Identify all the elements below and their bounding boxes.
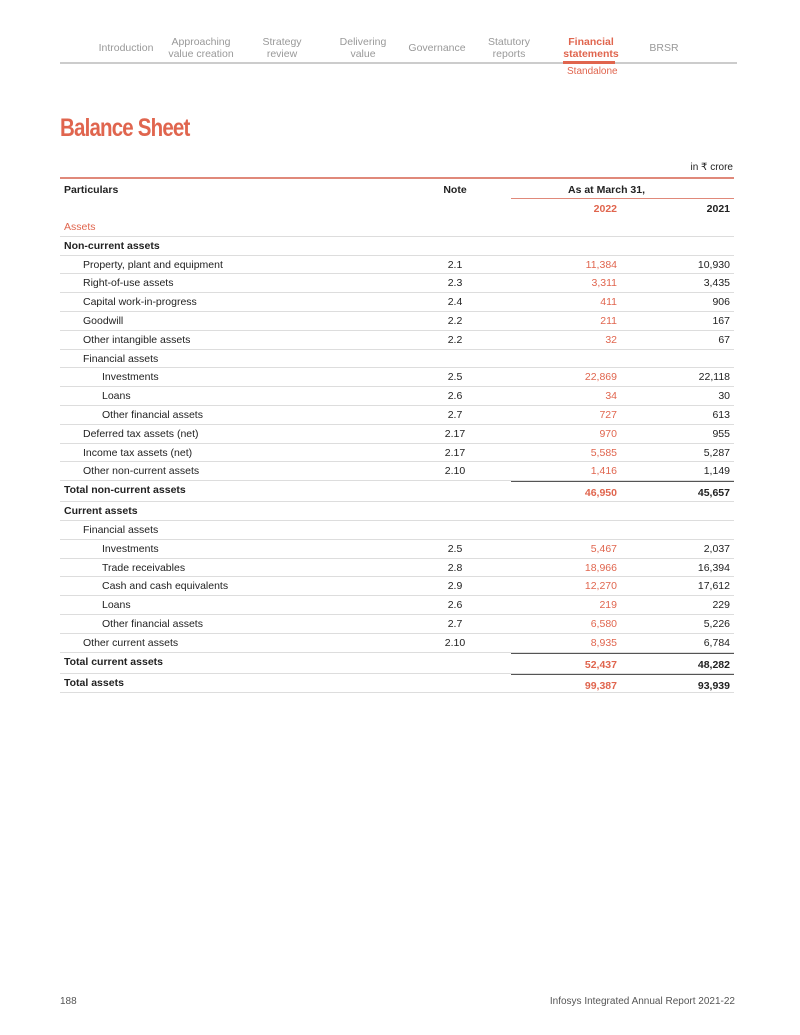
value-2022: 52,437 — [584, 658, 617, 671]
nav-statutory-reports[interactable]: Statutory reports — [487, 36, 531, 60]
row-label: Current assets — [64, 505, 138, 518]
table-row — [60, 634, 734, 653]
value-2021: 10,930 — [697, 258, 730, 271]
row-note: 2.10 — [444, 465, 466, 478]
value-2021: 229 — [712, 599, 730, 612]
table-row — [60, 615, 734, 634]
row-note: 2.2 — [447, 314, 463, 327]
row-label: Property, plant and equipment — [83, 258, 223, 271]
nav-approaching-value-creation[interactable]: Approaching value creation — [168, 36, 234, 60]
value-2021: 48,282 — [697, 658, 730, 671]
row-note: 2.7 — [447, 617, 463, 630]
value-2021: 1,149 — [703, 465, 730, 478]
row-label: Total current assets — [64, 655, 164, 668]
table-row — [60, 559, 734, 578]
row-label: Right-of-use assets — [83, 277, 174, 290]
header-2021: 2021 — [706, 203, 730, 215]
value-2021: 93,939 — [697, 679, 730, 692]
row-note: 2.1 — [447, 258, 463, 271]
table-row — [60, 521, 734, 540]
row-note: 2.7 — [447, 408, 463, 421]
row-label: Other financial assets — [102, 408, 203, 421]
row-note: 2.8 — [447, 561, 463, 574]
total-row — [60, 481, 734, 502]
row-label: Loans — [102, 390, 131, 403]
value-2022: 8,935 — [590, 636, 617, 649]
table-row — [60, 577, 734, 596]
row-note: 2.6 — [447, 599, 463, 612]
row-note: 2.9 — [447, 580, 463, 593]
table-row — [60, 540, 734, 559]
value-2022: 3,311 — [591, 277, 617, 290]
table-row — [60, 406, 734, 425]
nav-delivering-value[interactable]: Delivering value — [339, 36, 387, 60]
table-row — [60, 425, 734, 444]
table-header — [60, 179, 734, 218]
table-row — [60, 293, 734, 312]
value-2022: 18,966 — [584, 561, 617, 574]
row-note: 2.10 — [444, 636, 466, 649]
row-label: Assets — [64, 221, 96, 233]
row-note: 2.6 — [447, 390, 463, 403]
row-label: Deferred tax assets (net) — [83, 427, 199, 440]
value-2022: 22,869 — [584, 371, 617, 384]
row-label: Financial assets — [83, 523, 159, 536]
header-as-at: As at March 31, — [568, 184, 646, 196]
value-2022: 211 — [600, 314, 617, 327]
balance-sheet-table — [60, 177, 734, 693]
value-2021: 613 — [712, 408, 730, 421]
row-label: Other non-current assets — [83, 465, 200, 478]
row-label: Total non-current assets — [64, 484, 186, 497]
row-label: Non-current assets — [64, 239, 160, 252]
row-note: 2.17 — [444, 427, 466, 440]
row-label: Other intangible assets — [83, 333, 191, 346]
value-2021: 906 — [712, 296, 730, 309]
nav-introduction[interactable]: Introduction — [98, 42, 154, 54]
value-2021: 67 — [718, 333, 730, 346]
row-label: Other financial assets — [102, 617, 203, 630]
value-2022: 219 — [599, 599, 617, 612]
row-label: Income tax assets (net) — [83, 446, 193, 459]
table-row — [60, 350, 734, 369]
table-row — [60, 462, 734, 481]
value-2022: 32 — [605, 333, 617, 346]
nav-brsr[interactable]: BRSR — [649, 42, 679, 54]
row-label: Goodwill — [83, 314, 124, 327]
value-2022: 1,416 — [590, 465, 617, 478]
value-2021: 5,226 — [703, 617, 730, 630]
value-2021: 22,118 — [698, 371, 730, 384]
nav-sub-standalone[interactable]: Standalone — [567, 66, 618, 77]
row-note: 2.2 — [447, 333, 463, 346]
value-2021: 30 — [718, 390, 730, 403]
row-label: Trade receivables — [102, 561, 186, 574]
nav-governance[interactable]: Governance — [408, 42, 466, 54]
value-2021: 5,287 — [703, 446, 730, 459]
table-row — [60, 387, 734, 406]
row-label: Investments — [102, 371, 159, 384]
row-note: 2.5 — [447, 542, 463, 555]
table-row — [60, 218, 734, 237]
value-2022: 34 — [605, 390, 617, 403]
table-row — [60, 596, 734, 615]
table-row — [60, 237, 734, 256]
value-2022: 5,467 — [590, 542, 617, 555]
report-title: Infosys Integrated Annual Report 2021-22 — [549, 996, 735, 1007]
row-label: Total assets — [64, 676, 124, 689]
header-2022: 2022 — [593, 203, 617, 215]
row-label: Investments — [102, 542, 159, 555]
row-label: Other current assets — [83, 636, 179, 649]
nav-financial-statements[interactable]: Financial statements — [563, 36, 619, 60]
value-2021: 955 — [712, 427, 730, 440]
value-2021: 17,612 — [697, 580, 730, 593]
table-row — [60, 368, 734, 387]
value-2022: 99,387 — [584, 679, 617, 692]
row-note: 2.4 — [447, 296, 463, 309]
table-body — [60, 218, 734, 693]
table-row — [60, 444, 734, 463]
value-2022: 6,580 — [590, 617, 617, 630]
row-note: 2.5 — [447, 371, 463, 384]
value-2021: 6,784 — [703, 636, 730, 649]
header-particulars: Particulars — [64, 184, 119, 196]
table-row — [60, 312, 734, 331]
value-2022: 970 — [599, 427, 617, 440]
value-2022: 12,270 — [584, 580, 617, 593]
row-label: Financial assets — [83, 352, 159, 365]
value-2022: 727 — [599, 408, 617, 421]
table-row — [60, 274, 734, 293]
header-divider — [511, 198, 734, 199]
active-underline — [563, 61, 615, 64]
value-2021: 2,037 — [703, 542, 730, 555]
row-label: Capital work-in-progress — [83, 296, 197, 309]
value-2022: 5,585 — [590, 446, 617, 459]
row-note: 2.3 — [447, 277, 463, 290]
value-2022: 46,950 — [584, 487, 617, 500]
value-2021: 167 — [712, 314, 730, 327]
table-row — [60, 502, 734, 521]
header-note: Note — [443, 184, 467, 196]
page-title: Balance Sheet — [60, 114, 190, 142]
value-2021: 16,394 — [697, 561, 730, 574]
value-2021: 3,435 — [703, 277, 730, 290]
value-2021: 45,657 — [697, 487, 730, 500]
page-number: 188 — [60, 996, 77, 1007]
row-label: Loans — [102, 599, 131, 612]
unit-label: in ₹ crore — [690, 162, 733, 173]
total-row — [60, 653, 734, 674]
row-note: 2.17 — [444, 446, 466, 459]
nav-strategy-review[interactable]: Strategy review — [262, 36, 302, 60]
total-row — [60, 674, 734, 693]
section-nav — [60, 36, 737, 64]
table-row — [60, 256, 734, 275]
value-2022: 411 — [600, 296, 617, 309]
table-row — [60, 331, 734, 350]
value-2022: 11,384 — [585, 258, 617, 271]
row-label: Cash and cash equivalents — [102, 580, 229, 593]
